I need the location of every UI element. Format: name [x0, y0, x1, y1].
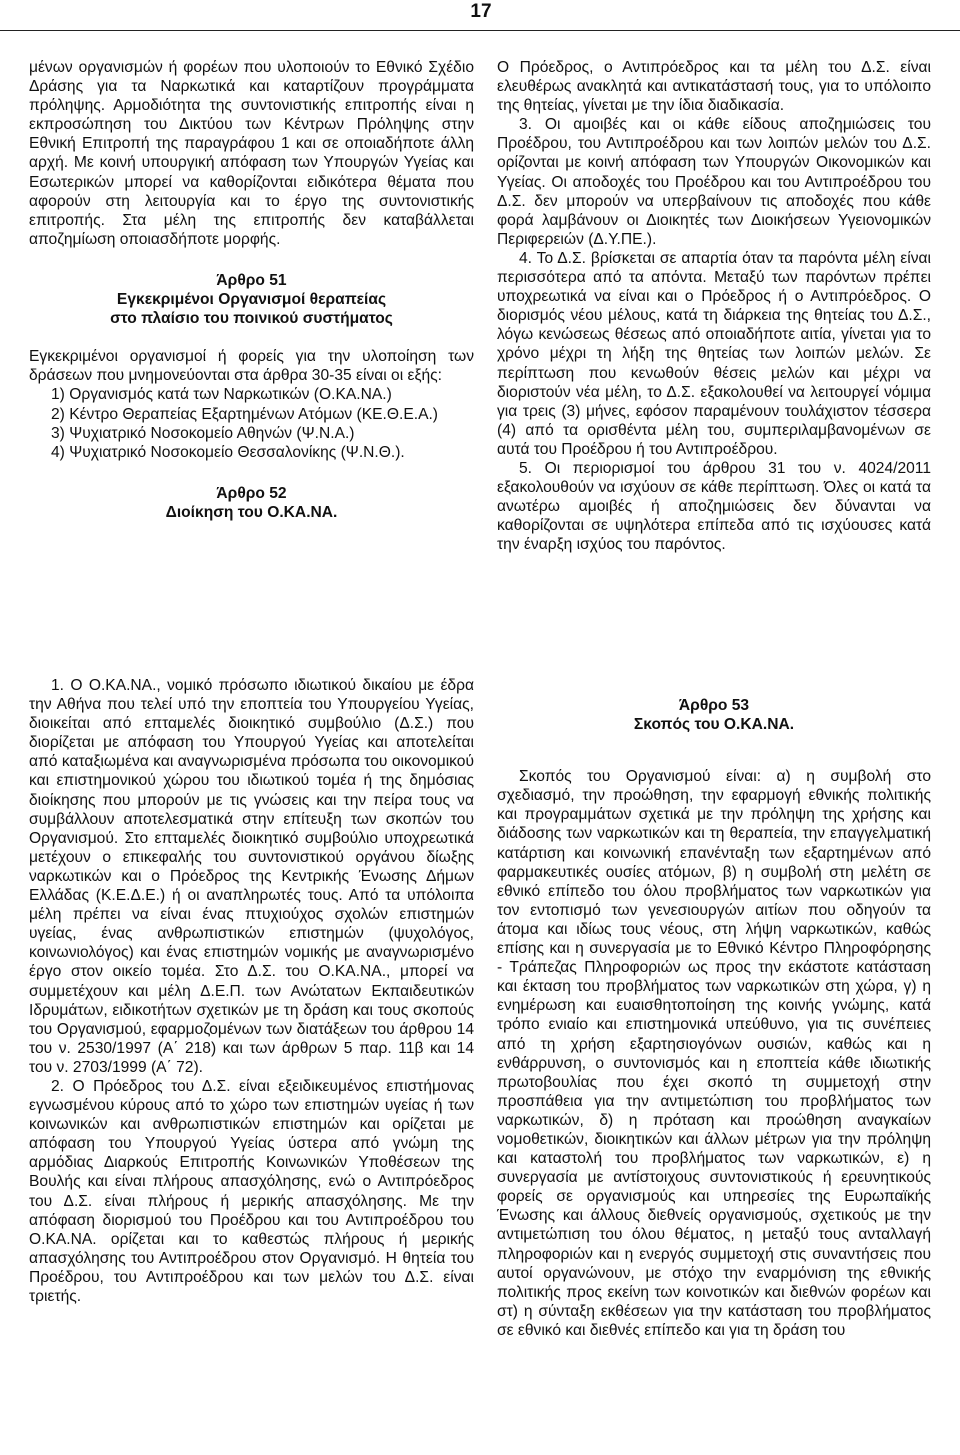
article-51-body: Εγκεκριμένοι οργανισμοί ή φορείς για την υλοποίηση των δράσεων που μνημονεύονται στα άρθρα 30-35 είναι οι εξής: — [29, 348, 474, 385]
list-item: 1) Οργανισμός κατά των Ναρκωτικών (Ο.ΚΑ.ΝΑ.) — [51, 386, 392, 404]
paragraph: 5. Οι περιορισμοί του άρθρου 31 του ν. 4024/2011 εξακολουθούν να ισχύουν σε κάθε περίπτωση. Όλες οι κατά τα ανωτέρω αμοιβές ή αποζημιώσεις δεν δύνανται να καθορίζονται σε υψηλότερα επίπεδα από τις ισχύουσες κατά την έναρξη ισχύος του παρόντος. — [497, 459, 931, 554]
article-53-number: Άρθρο 53 — [678, 697, 750, 714]
left-column-top — [29, 58, 474, 522]
paragraph: 3. Οι αμοιβές και οι κάθε είδους αποζημιώσεις του Προέδρου, του Αντιπροέδρου και των λοιπών μελών του Δ.Σ. ορίζονται με κοινή απόφαση των Υπουργών Οικονομικών και Υγείας. Οι αποδοχές του Προέδρου και του Αντιπροέδρου του Δ.Σ. δεν μπορούν να υπερβαίνουν τις αποδοχές που κάθε φορά λαμβάνουν οι Διοικητές των Διοικήσεων Υγειονομικών Περιφερειών (Δ.Υ.ΠΕ.). — [497, 116, 931, 248]
left-column-bottom — [29, 676, 474, 1306]
paragraph: Ο Πρόεδρος, ο Αντιπρόεδρος και τα μέλη του Δ.Σ. είναι ελευθέρως ανακλητά και αντικατάστασή τους, για το υπόλοιπο της θητείας, γίνεται με την ίδια διαδικασία. — [497, 59, 931, 115]
page-number: 17 — [470, 1, 492, 22]
article-52-number: Άρθρο 52 — [216, 484, 287, 502]
right-column-top — [497, 58, 931, 554]
paragraph: 4. Το Δ.Σ. βρίσκεται σε απαρτία όταν τα παρόντα μέλη είναι περισσότερα από τα απόντα. Μεταξύ των παρόντων πρέπει υποχρεωτικά να είναι και ο Πρόεδρος ή ο Αντιπρόεδρος. Ο διορισμός νέου μέλους, κατά τη διάρκεια της θητείας του Δ.Σ., λόγω κενώσεως θέσεως από οποιαδήποτε αιτία, γίνεται για το χρόνο μέχρι τη λήξη της θητείας των λοιπών μελών. Σε περίπτωση που κενωθούν θέσεις μελών και μέχρι να διοριστούν νέα μέλη, το Δ.Σ. εξακολουθεί να λειτουργεί νόμιμα για τρεις (3) μήνες, εφόσον παραμένουν τουλάχιστον τέσσερα (4) από τα ορισθέντα μέλη του, συμπεριλαμβανομένων σε αυτά του Προέδρου ή του Αντιπροέδρου. — [497, 249, 931, 458]
paragraph: 2. Ο Πρόεδρος του Δ.Σ. είναι εξειδικευμένος επιστήμονας εγνωσμένου κύρους από το χώρο των επιστημών υγείας ή των κοινωνικών και ανθρωπιστικών επιστημών και ορίζεται με απόφαση του Υπουργού Υγείας ύστερα από γνώμη της αρμόδιας Διαρκούς Επιτροπής Κοινωνικών Υποθέσεων της Βουλής και είναι πλήρους απασχόλησης, ενώ ο Αντιπρόεδρος του Δ.Σ. είναι πλήρους ή μερικής απασχόλησης. Με την απόφαση διορισμού του Προέδρου και του Αντιπροέδρου του Ο.ΚΑ.ΝΑ. ορίζεται και το καθεστώς πλήρους ή μερικής απασχόλησης του Αντιπροέδρου στον Οργανισμό. Η θητεία του Προέδρου, του Αντιπροέδρου και των μελών του Δ.Σ. είναι τριετής. — [29, 1077, 474, 1305]
paragraph: 1. Ο Ο.ΚΑ.ΝΑ., νομικό πρόσωπο ιδιωτικού δικαίου με έδρα την Αθήνα που τελεί υπό την εποπτεία του Υπουργείου Υγείας, διοικείται από επταμελές διοικητικό συμβούλιο (Δ.Σ.) που διορίζεται με απόφαση του Υπουργού Υγείας και αποτελείται από καταξιωμένα και αναγνωρισμένα πρόσωπα του οικονομικού και επιστημονικού χώρου του ιδιωτικού τομέα ή της δημόσιας διοίκησης που μπορούν με τις γνώσεις και την πείρα τους να συμβάλλουν αποτελεσματικά στην επίτευξη των σκοπών του Οργανισμού. Στο επταμελές διοικητικό συμβούλιο υποχρεωτικά μετέχουν ο επικεφαλής του συντονιστικού οργάνου δίωξης ναρκωτικών και ο Πρόεδρος της Κεντρικής Ένωσης Δήμων Ελλάδας (Κ.Ε.Δ.Ε.) ή οι αναπληρωτές τους. Από τα υπόλοιπα μέλη πρέπει να είναι ένας πτυχιούχος σχολών επιστημών υγείας, ένας ανθρωπιστικών επιστημών (ψυχολόγος, κοινωνιολόγος) και ένας επιστημών νομικής με αναγνωρισμένο έργο στον οικείο τομέα. Στο Δ.Σ. του Ο.ΚΑ.ΝΑ., μπορεί να συμμετέχουν και μέλη Δ.Ε.Π. των Ανώτατων Εκπαιδευτικών Ιδρυμάτων, ειδικοτήτων σχετικών με τη δράση και τους σκοπούς του Οργανισμού, εφαρμοζομένων των διατάξεων του άρθρου 14 του ν. 2530/1997 (Α΄ 218) και των άρθρων 5 παρ. 11β και 14 του ν. 2703/1999 (Α΄ 72). — [29, 677, 474, 1076]
article-51-number: Άρθρο 51 — [216, 271, 287, 289]
list-item: 3) Ψυχιατρικό Νοσοκομείο Αθηνών (Ψ.Ν.Α.) — [51, 424, 355, 442]
header-rule — [0, 30, 960, 31]
article-52-title: Διοίκηση του Ο.ΚΑ.ΝΑ. — [165, 503, 338, 521]
right-column-bottom — [497, 676, 931, 1340]
article-51-title-line2: στο πλαίσιο του ποινικού συστήματος — [110, 310, 393, 328]
list-item: 2) Κέντρο Θεραπείας Εξαρτημένων Ατόμων (ΚΕ.Θ.Ε.Α.) — [51, 405, 438, 423]
article-53-title: Σκοπός του Ο.ΚΑ.ΝΑ. — [633, 716, 795, 734]
paragraph: Σκοπός του Οργανισμού είναι: α) η συμβολή στο σχεδιασμό, την προώθηση, την εφαρμογή εθνικής πολιτικής και προγραμμάτων σχετικά με την πρόληψη της χρήσης και διάδοσης των ναρκωτικών και τη θεραπεία, την επαγγελματική κατάρτιση και κοινωνική επανένταξη των εξαρτημένων από φαρμακευτικές ουσίες ατόμων, β) η συμβολή στη μελέτη σε εθνικό επίπεδο του όλου προβλήματος των ναρκωτικών για τον εντοπισμό των γενεσιουργών αιτίων που οδηγούν τα άτομα και ιδίως τους νέους, στη λήψη ναρκωτικών, καθώς επίσης και η συνεργασία με το Εθνικό Κέντρο Πληροφόρησης - Τράπεζας Πληροφοριών ως προς την εκάστοτε κατάσταση και έκταση του προβλήματος των ναρκωτικών στη χώρα, γ) η ενημέρωση και ευαισθητοποίηση της κοινής γνώμης, κατά τρόπο ενιαίο και επιστημονικά υπεύθυνο, για τις συνέπειες από τη χρήση εξαρτησιογόνων ουσιών, καθώς και η ενθάρρυνση, ο συντονισμός και η εποπτεία κάθε ιδιωτικής πρωτοβουλίας που έχει σκοπό τη συμμετοχή στην προσπάθεια για την αντιμετώπιση του προβλήματος των ναρκωτικών, δ) η πρόταση και προώθηση αναγκαίων νομοθετικών, διοικητικών και άλλων μέτρων για την πρόληψη και καταστολή του προβλήματος των ναρκωτικών, ε) η συνεργασία με αντίστοιχους συντονιστικούς ή ερευνητικούς φορείς σε οργανισμούς και υπηρεσίες της Ευρωπαϊκής Ένωσης και άλλους διεθνείς οργανισμούς, σχετικούς με την αντιμετώπιση του όλου θέματος, η μεταξύ τους ανταλλαγή πληροφοριών και η ενεργός συμμετοχή στις συναντήσεις που αυτοί οργανώνουν, με στόχο την εναρμόνιση της εθνικής πολιτικής προς εκείνη των κοινοτικών και διεθνών φορέων και στ) η σύνταξη εκθέσεων για την κατάσταση του προβλήματος σε εθνικό και διεθνές επίπεδο και για τη δράση του — [497, 768, 931, 1339]
article-51-title-line1: Εγκεκριμένοι Οργανισμοί θεραπείας — [116, 291, 387, 309]
paragraph: μένων οργανισμών ή φορέων που υλοποιούν το Εθνικό Σχέδιο Δράσης για τα Ναρκωτικά και καταρτίζουν προγράμματα πρόληψης. Αρμοδιότητα της συντονιστικής επιτροπής είναι η εκπροσώπηση του Δικτύου των Κέντρων Πρόληψης στην Εθνική Επιτροπή της παραγράφου 1 και σε οποιαδήποτε άλλη αρχή. Με κοινή υπουργική απόφαση των Υπουργών Υγείας και Εσωτερικών μπορεί να καθορίζονται ειδικότερα θέματα που αφορούν στη λειτουργία και το έργο της συντονιστικής επιτροπής. Στα μέλη της επιτροπής δεν καταβάλλεται αποζημίωση οποιασδήποτε μορφής. — [29, 59, 474, 248]
list-item: 4) Ψυχιατρικό Νοσοκομείο Θεσσαλονίκης (Ψ.Ν.Θ.). — [51, 443, 405, 461]
